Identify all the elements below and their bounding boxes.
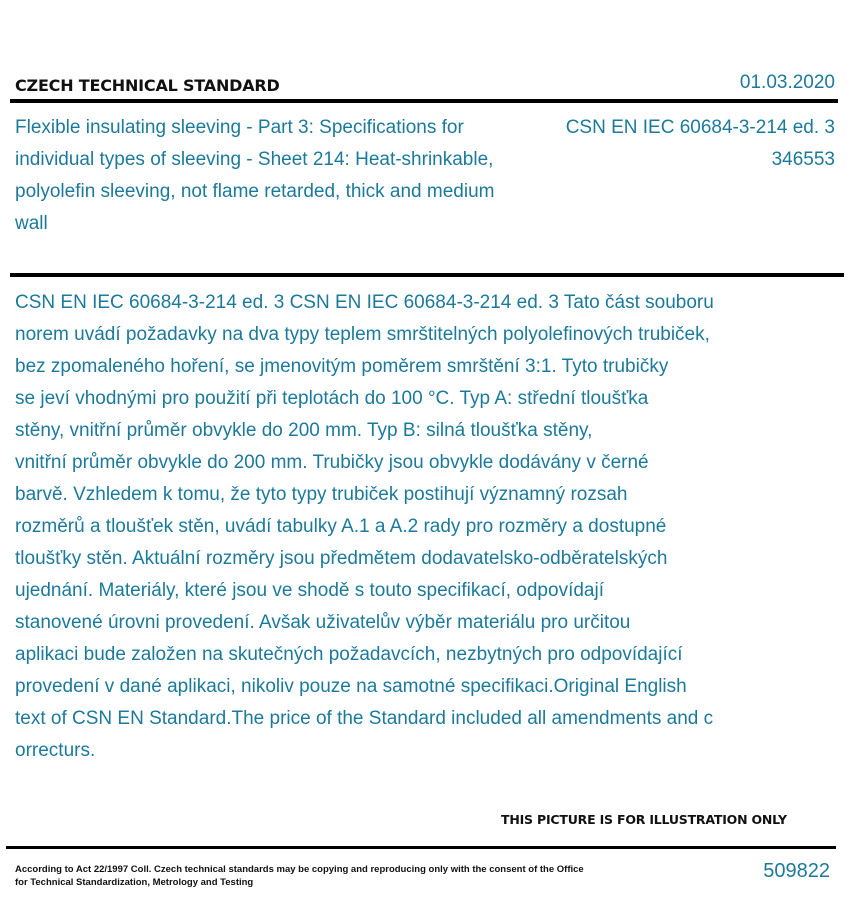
footer-divider	[6, 846, 836, 849]
catalog-number: 346553	[771, 149, 835, 170]
standard-abstract: CSN EN IEC 60684-3-214 ed. 3 CSN EN IEC 60684-3-214 ed. 3 Tato část souboru norem uvádí požadavky na dva typy teplem smrštitelných polyolefinových trubiček, bez zpomaleného hoření, se jmenovitým poměrem smrštění 3:1. Tyto trubičky se jeví vhodnými pro použití při teplotách do 100 °C. Typ A: střední tloušťka stěny, vnitřní průměr obvykle do 200 mm. Typ B: silná tloušťka stěny, vnitřní průměr obvykle do 200 mm. Trubičky jsou obvykle dodávány v černé barvě. Vzhledem k tomu, že tyto typy trubiček postihují významný rozsah rozměrů a tloušťek stěn, uvádí tabulky A.1 a A.2 rady pro rozměry a dostupné tloušťky stěn. Aktuální rozměry jsou předmětem dodavatelsko-odběratelských ujednání. Materiály, které jsou ve shodě s touto specifikací, odpovídají stanovené úrovni provedení. Avšak uživatelův výběr materiálu pro určitou aplikaci bude založen na skutečných požadavcích, nezbytných pro odpovídající provedení v dané aplikaci, nikoliv pouze na samotné specifikaci.Original English text of CSN EN Standard.The price of the Standard included all amendments and c orrecturs.	[15, 292, 714, 761]
standard-code-block	[566, 112, 835, 176]
standard-code: CSN EN IEC 60684-3-214 ed. 3	[565, 117, 835, 138]
issue-date: 01.03.2020	[739, 72, 835, 93]
document-id: 509822	[763, 860, 830, 882]
title-divider	[10, 273, 844, 277]
standard-title: Flexible insulating sleeving - Part 3: Specifications for individual types of sleeving - Sheet 214: Heat-shrinkable, polyolefin sleeving, not flame retarded, thick and medium wall	[15, 117, 495, 234]
illustration-disclaimer: THIS PICTURE IS FOR ILLUSTRATION ONLY	[501, 812, 787, 827]
legal-notice: According to Act 22/1997 Coll. Czech technical standards may be copying and reproducing only with the consent of the Office for Technical Standardization, Metrology and Testing	[15, 864, 584, 888]
document-type-label: CZECH TECHNICAL STANDARD	[15, 76, 280, 95]
header-divider	[10, 99, 838, 103]
